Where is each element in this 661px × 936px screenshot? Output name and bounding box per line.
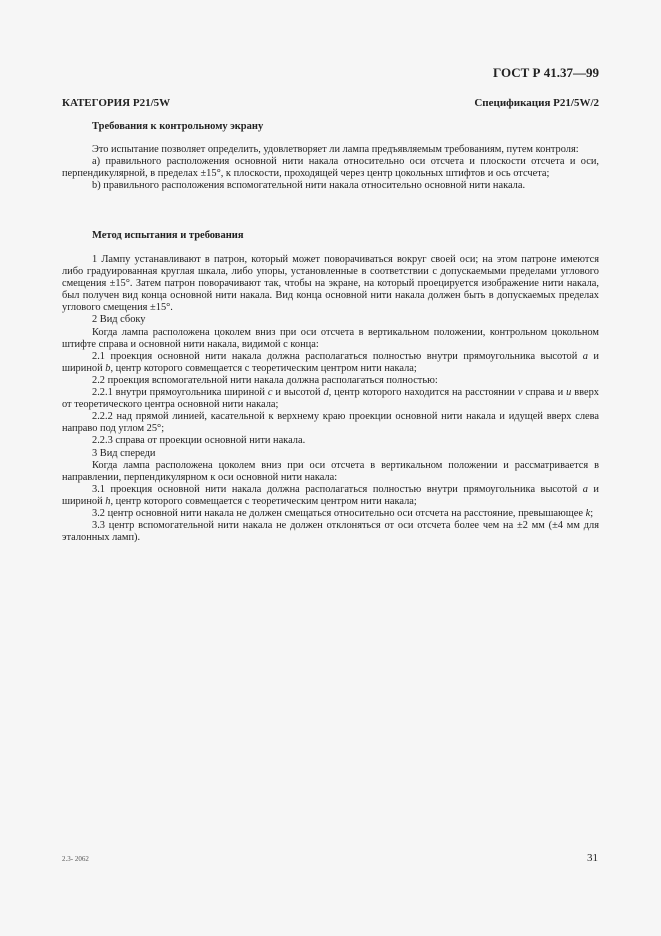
italic-symbol: u <box>566 387 572 399</box>
paragraph <box>62 387 599 411</box>
text-run: ; <box>590 507 594 519</box>
text-run: , центр которого совмещается с теоретическим центром нити накала; <box>110 362 417 374</box>
paragraph <box>62 156 599 180</box>
italic-symbol: d <box>323 387 329 399</box>
text-run: 2.2.1 внутри прямоугольника шириной <box>92 387 268 399</box>
text-run: , центр которого совмещается с теоретическим центром нити накала; <box>110 495 417 507</box>
text-run: а) правильного расположения основной нити накала относительно оси отсчета и плоскости отсчета и оси, перпендикулярной, в пределах ±15°, к плоскости, проходящей через центр цокольных штифтов и ось отсчета; <box>62 156 599 180</box>
text-run: Когда лампа расположена цоколем вниз при оси отсчета в вертикальном положении, контрольном цокольном штифте справа и основной нити накала, видимой с конца: <box>62 326 599 350</box>
text-run: 2.1 проекция основной нити накала должна располагаться полностью внутри прямоугольника высотой <box>92 350 583 362</box>
italic-symbol: c <box>267 387 273 399</box>
paragraph <box>62 411 599 435</box>
page-number: 31 <box>587 852 598 864</box>
text-run: 2.2 проекция вспомогательной нити накала должна располагаться полностью: <box>92 374 438 386</box>
section-body-test-method <box>62 254 599 544</box>
text-run: , центр которого находится на расстоянии <box>328 387 518 399</box>
text-run: 2.2.2 над прямой линией, касательной к верхнему краю проекции основной нити накала и идущей вверх слева направо под углом 25°; <box>62 411 599 435</box>
paragraph <box>62 144 599 156</box>
italic-symbol: a <box>582 350 588 362</box>
text-run: 2.2.3 справа от проекции основной нити накала. <box>92 435 306 447</box>
standard-number: ГОСТ Р 41.37—99 <box>493 65 599 80</box>
italic-symbol: k <box>585 507 591 519</box>
category-heading: КАТЕГОРИЯ P21/5W <box>62 97 171 109</box>
paragraph <box>62 180 599 192</box>
text-run: 3.2 центр основной нити накала не должен смещаться относительно оси отсчета на расстояние, превышающее <box>92 507 586 519</box>
paragraph <box>62 460 599 484</box>
text-run: справа и <box>522 387 567 399</box>
italic-symbol: b <box>105 362 111 374</box>
italic-symbol: a <box>582 483 588 495</box>
text-run: 2 Вид сбоку <box>92 314 146 326</box>
text-run: 3 Вид спереди <box>92 447 156 459</box>
text-run: и шириной <box>62 350 599 374</box>
paragraph <box>62 435 599 447</box>
paragraph <box>62 254 599 314</box>
paragraph <box>62 448 599 460</box>
specification-heading: Спецификация P21/5W/2 <box>474 97 599 109</box>
text-run: 3.3 центр вспомогательной нити накала не должен отклоняться от оси отсчета более чем на ±2 мм (±4 мм для эталонных ламп). <box>62 520 599 544</box>
text-run: 1 Лампу устанавливают в патрон, который может поворачиваться вокруг своей оси; на этом патроне имеются либо градуированная круглая шкала, либо упоры, установленные в соответствии с допускаемыми пределами углового смещения ±15°. Затем патрон поворачивают так, чтобы на экране, на который проецируется изображение нити накала, был получен вид конца основной нити накала. Вид конца основной нити накала должен быть в допускаемых пределах углового смещения ±15°. <box>62 254 599 314</box>
footer-code: 2.3- 2062 <box>62 855 89 863</box>
text-run: вверх от теоретического центра основной нити накала; <box>62 387 600 411</box>
paragraph <box>62 520 599 544</box>
paragraph <box>62 484 599 508</box>
text-run: и высотой <box>272 387 324 399</box>
paragraph <box>62 327 599 351</box>
section-body-screen-requirements <box>62 144 599 192</box>
text-run: 3.1 проекция основной нити накала должна располагаться полностью внутри прямоугольника высотой <box>92 483 583 495</box>
section-title-screen-requirements: Требования к контрольному экрану <box>92 121 264 132</box>
paragraph <box>62 314 599 326</box>
italic-symbol: v <box>517 387 523 399</box>
text-run: Когда лампа расположена цоколем вниз при оси отсчета в вертикальном положении и рассматривается в направлении, перпендикулярном к оси основной нити накала: <box>62 459 599 483</box>
paragraph <box>62 375 599 387</box>
paragraph <box>62 351 599 375</box>
text-run: Это испытание позволяет определить, удовлетворяет ли лампа предъявляемым требованиям, путем контроля: <box>92 144 579 155</box>
section-title-test-method: Метод испытания и требования <box>92 230 244 241</box>
text-run: b) правильного расположения вспомогательной нити накала относительно основной нити накала. <box>92 180 526 192</box>
italic-symbol: h <box>105 495 111 507</box>
paragraph <box>62 508 599 520</box>
text-run: и шириной <box>62 483 599 507</box>
